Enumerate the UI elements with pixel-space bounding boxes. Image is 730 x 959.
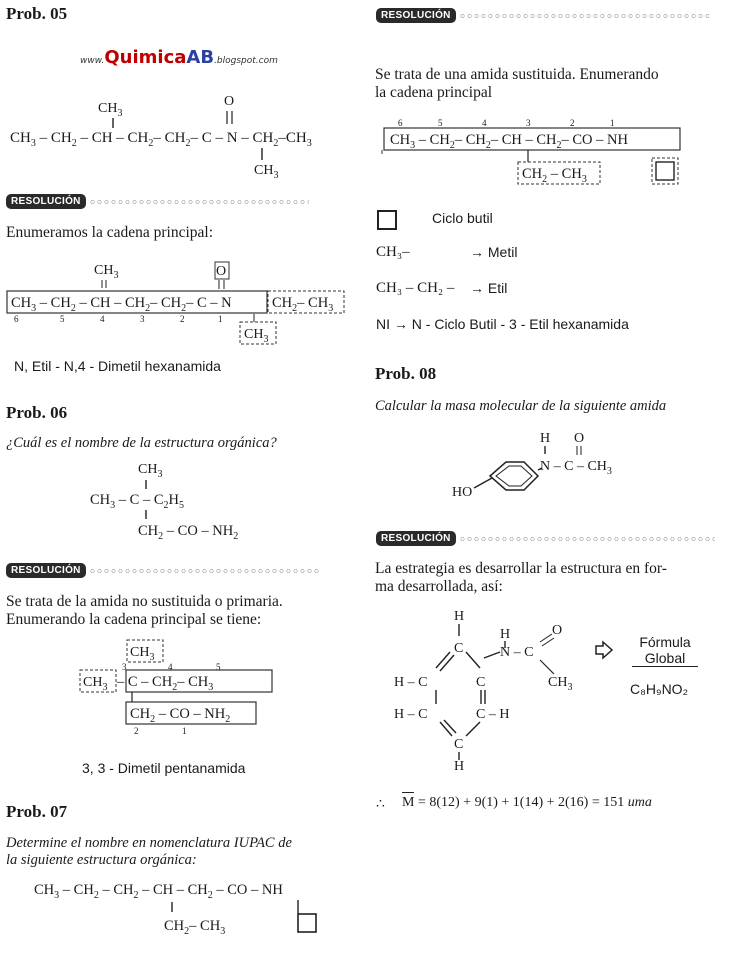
svg-text:CH3: $CH_3$ — [94, 263, 119, 281]
p05-answer: N, Etil - N,4 - Dimetil hexanamida — [14, 358, 221, 374]
svg-text:CH3: $CH_3$ — [83, 675, 108, 693]
formula-label-line-1: Fórmula — [639, 634, 691, 650]
p07-question-2: la siguiente estructura orgánica: — [6, 852, 197, 868]
p08-intro-2: ma desarrollada, así: — [375, 578, 503, 595]
resolucion-badge: RESOLUCIÓN — [6, 194, 86, 209]
p06-resolucion-header — [6, 563, 321, 578]
svg-text:CH3: $CH_3$ — [98, 101, 123, 119]
p07-resolucion-header — [376, 8, 709, 23]
svg-text:H: H — [500, 627, 511, 642]
svg-text:O: O — [552, 623, 563, 638]
p06-intro-1: Se trata de la amida no sustituida o primaria. — [6, 593, 283, 610]
p05-intro: Enumeramos la cadena principal: — [6, 224, 214, 241]
watermark-suffix: .blogspot.com — [214, 56, 278, 66]
prob-07-title: Prob. 07 — [6, 802, 68, 821]
svg-text:CH2– CH3: $CH_2-$ $CH_3$ — [164, 918, 226, 937]
resolucion-badge: RESOLUCIÓN — [376, 8, 456, 23]
svg-text:C – H: C – H — [476, 707, 510, 722]
svg-text:H – C: H – C — [394, 707, 428, 722]
p06-numbered-structure — [70, 636, 310, 740]
svg-text:CH3: $CH_3$ — [254, 163, 279, 180]
resolucion-dotted-rule — [459, 536, 715, 542]
svg-text:CH3: $CH_3$ — [138, 462, 163, 480]
resolucion-badge: RESOLUCIÓN — [6, 563, 86, 578]
svg-text:– C – CH2– CH3: – C – $CH_2-$ $CH_3$ — [117, 674, 214, 693]
calc-unit: uma — [627, 795, 652, 810]
prob-05-title: Prob. 05 — [6, 4, 68, 23]
p07-question-1: Determine el nombre en nomenclatura IUPAC de — [6, 835, 292, 851]
p07-intro-1: Se trata de una amida sustituida. Enumerando — [375, 66, 659, 83]
svg-text:O: O — [216, 264, 227, 279]
molecular-mass-calc — [402, 795, 652, 811]
prob-08-title: Prob. 08 — [375, 364, 437, 383]
svg-text:CH2 – CO – NH2: $CH_2$ – CO – $NH_2$ — [138, 523, 239, 542]
legend-methyl-name: → Metil — [470, 244, 518, 260]
p05-resolucion-header — [6, 194, 309, 209]
svg-text:CH3 – CH2– CH2– CH – CH2– CO –: $CH_3 - CH_2-$ $CH_2-$ CH – $CH_2-$ CO – NH — [390, 132, 628, 151]
watermark-prefix: www. — [80, 56, 105, 66]
svg-text:654321: 6 5 4 3 2 1 — [14, 314, 223, 324]
svg-text:C: C — [454, 641, 464, 656]
watermark — [80, 47, 278, 68]
svg-text:CH3 – CH2 – CH – CH2– CH2– C –: $CH_3 - CH_2$ – CH – $CH_2-$ $CH_2-$ C – N — [11, 295, 232, 314]
white-patch — [676, 42, 718, 70]
svg-text:H – C: H – C — [394, 675, 428, 690]
legend-methyl-formula: CH₃– — [376, 244, 410, 260]
square-ring-icon — [377, 210, 397, 230]
svg-text:C: C — [476, 675, 486, 690]
svg-text:H: H — [540, 431, 551, 446]
legend-cyclobutyl: Ciclo butil — [432, 210, 493, 226]
svg-text:CH3: $CH_3$ — [548, 675, 573, 693]
p06-question: ¿Cuál es el nombre de la estructura orgánica? — [6, 435, 277, 451]
p06-answer: 3, 3 - Dimetil pentanamida — [82, 760, 246, 776]
global-formula: C₈H₉NO₂ — [630, 681, 689, 697]
svg-text:CH2– CH3: $CH_2-$ $CH_3$ — [272, 295, 334, 314]
p05-structure — [0, 90, 360, 180]
legend-ethyl-name: → Etil — [470, 280, 508, 296]
p07-intro-2: la cadena principal — [375, 84, 493, 101]
p07-answer: NI → N - Ciclo Butil - 3 - Etil hexanamida — [376, 316, 629, 332]
svg-text:CH3 – CH2 – CH – CH2– CH2– C –: $CH_3 - CH_2$ – CH – $CH_2-$ $CH_2-$ C – N – $CH_2-CH_3$ — [10, 130, 312, 149]
svg-text:O: O — [224, 94, 235, 109]
svg-text:CH3 – C – C2H5: $CH_3$ – C – $C_2H_5$ — [90, 492, 184, 511]
svg-text:N – C – CH3: N – C – $CH_3$ — [540, 459, 612, 477]
formula-label — [632, 634, 698, 667]
p08-expanded-structure — [388, 604, 588, 774]
p08-structure — [440, 424, 680, 508]
mean-overline — [402, 792, 414, 793]
resolucion-dotted-rule — [89, 568, 321, 574]
svg-text:HO: HO — [452, 485, 473, 500]
p07-numbered-structure — [376, 112, 706, 192]
svg-text:O: O — [574, 431, 585, 446]
watermark-brand-b: AB — [186, 47, 215, 68]
p06-intro-2: Enumerando la cadena principal se tiene: — [6, 611, 262, 628]
svg-text:21: 2 1 — [134, 726, 187, 736]
svg-text:N – C: N – C — [500, 645, 534, 660]
calc-therefore: ∴ — [376, 797, 385, 812]
svg-text:H: H — [454, 609, 465, 624]
resolucion-dotted-rule — [459, 13, 709, 19]
svg-text:CH2 – CO – NH2: $CH_2$ – CO – $NH_2$ — [130, 706, 231, 725]
p08-question: Calcular la masa molecular de la siguiente amida — [375, 398, 667, 414]
svg-text:CH3 – CH2 – CH2 – CH – CH2 – C: $CH_3 - CH_2 - CH_2$ – CH – $CH_2$ – CO – NH — [34, 882, 283, 901]
hollow-arrow-icon — [594, 640, 616, 660]
p06-structure — [80, 455, 300, 545]
watermark-brand-a: Quimica — [104, 47, 187, 68]
prob-06-title: Prob. 06 — [6, 403, 68, 422]
calc-expression: M = 8(12) + 9(1) + 1(14) + 2(16) = 151 — [402, 795, 625, 810]
svg-text:CH2 – CH3: $CH_2 - CH_3$ — [522, 166, 587, 185]
svg-text:H: H — [454, 759, 465, 774]
p07-structure — [0, 872, 350, 944]
p08-resolucion-header — [376, 531, 715, 546]
resolucion-badge: RESOLUCIÓN — [376, 531, 456, 546]
p05-numbered-structure — [0, 256, 360, 352]
svg-text:C: C — [454, 737, 464, 752]
svg-text:345: 3 4 5 — [122, 662, 221, 672]
svg-text:CH3: $CH_3$ — [244, 327, 269, 345]
svg-text:654321: 6 5 4 3 2 1 — [398, 118, 615, 128]
p08-intro-1: La estrategia es desarrollar la estructura en for- — [375, 560, 667, 577]
resolucion-dotted-rule — [89, 199, 309, 205]
white-patch — [352, 24, 634, 68]
legend-ethyl-formula: CH₃ – CH₂ – — [376, 280, 455, 296]
svg-text:CH3: $CH_3$ — [130, 645, 155, 663]
formula-label-line-2: Global — [632, 650, 698, 667]
